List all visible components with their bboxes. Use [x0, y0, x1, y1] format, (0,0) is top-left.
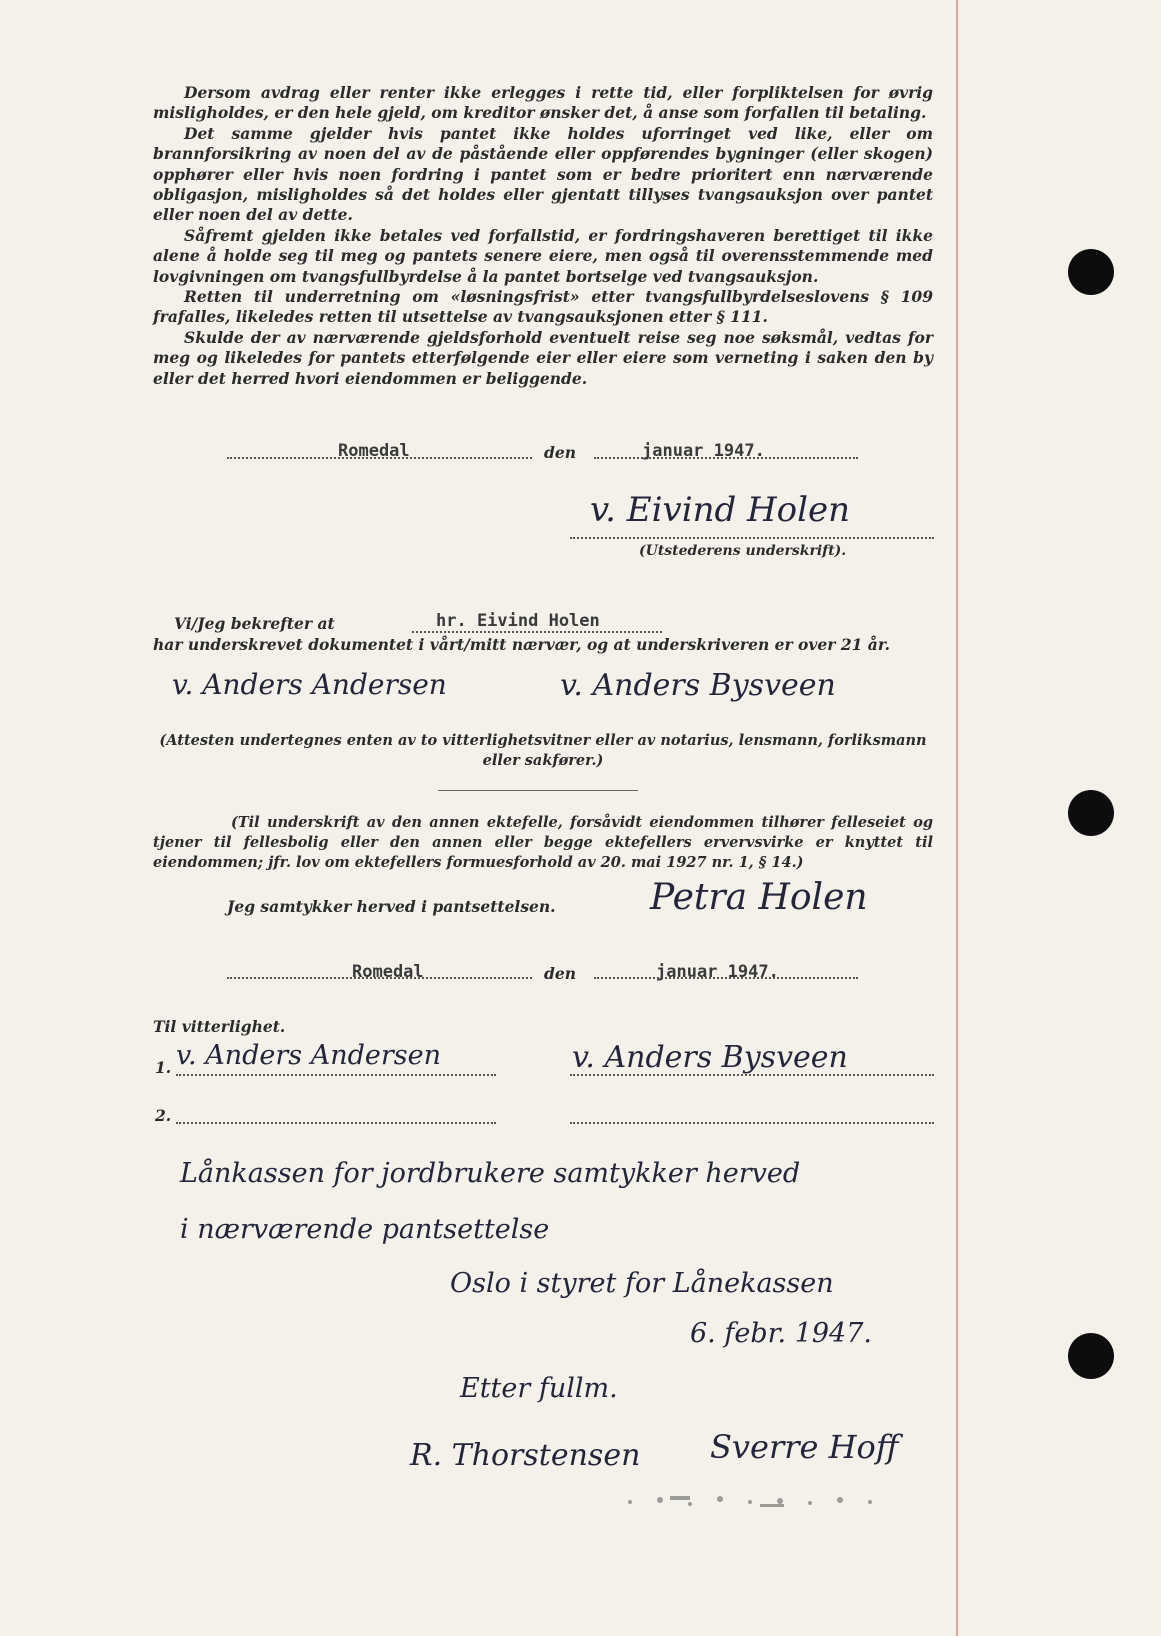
handwritten-signature: R. Thorstensen [410, 1438, 641, 1473]
paragraph: Skulde der av nærværende gjeldsforhold eventuelt reise seg noe søksmål, vedtas for meg og likeledes for pantets etterfølgende eier eller eiere som verneting i saken den by eller det herred hvori eiendommen er beliggende. [153, 327, 933, 388]
confirm-prefix: Vi/Jeg bekrefter at [174, 614, 335, 633]
paragraph: Såfremt gjelden ikke betales ved forfallstid, er fordringshaveren berettiget til ikke alene å holde seg til meg og pantets senere eiere, men også til overensstemmende med lovgivningen om tvangsfullbyrdelse å la pantet bortselge ved tvangsauksjon. [153, 225, 933, 286]
issuer-signature: v. Eivind Holen [590, 490, 851, 530]
punch-hole [1068, 790, 1114, 836]
dotted-line [570, 537, 934, 539]
witness-number: 2. [155, 1106, 172, 1125]
handwritten-line: 6. febr. 1947. [690, 1318, 872, 1349]
handwritten-line: Oslo i styret for Lånekassen [450, 1268, 834, 1299]
place-field: Romedal [338, 441, 410, 461]
terms-text [153, 83, 933, 389]
witness-label: Til vitterlighet. [153, 1017, 286, 1036]
stamp-mark [610, 1482, 910, 1522]
attest-note: (Attesten undertegnes enten av to vitterlighetsvitner eller av notarius, lensmann, forliksmann eller sakfører.) [159, 732, 927, 769]
witness-number: 1. [155, 1058, 172, 1077]
margin-rule [956, 0, 958, 1636]
handwritten-line: Etter fullm. [460, 1373, 618, 1404]
date-field: januar 1947. [642, 441, 765, 461]
confirm-name: hr. Eivind Holen [436, 611, 600, 631]
witness-signature-2: v. Anders Bysveen [572, 1040, 848, 1075]
handwritten-line: i nærværende pantsettelse [180, 1214, 550, 1245]
spouse-note: (Til underskrift av den annen ektefelle, forsåvidt eiendommen tilhører felleseiet og tjener til fellesbolig eller den annen eller begge ektefellers ervervsvirke er knyttet til eiendommen; jfr. lov om ektefellers formuesforhold av 20. mai 1927 nr. 1, § 14.) [153, 814, 933, 871]
den-label: den [544, 443, 576, 462]
date-field: januar 1947. [656, 962, 779, 982]
dotted-line [176, 1122, 496, 1124]
divider [438, 790, 638, 791]
issuer-caption: (Utstederens underskrift). [639, 543, 847, 559]
dotted-line [412, 631, 662, 633]
paragraph: Dersom avdrag eller renter ikke erlegges i rette tid, eller forpliktelsen for øvrig misligholdes, er den hele gjeld, om kreditor ønsker det, å anse som forfallen til betaling. [153, 83, 933, 123]
place-field: Romedal [352, 962, 424, 982]
dotted-line [570, 1122, 934, 1124]
handwritten-line: Lånkassen for jordbrukere samtykker herved [180, 1158, 801, 1189]
confirm-suffix: har underskrevet dokumentet i vårt/mitt nærvær, og at underskriveren er over 21 år. [153, 635, 890, 654]
punch-hole [1068, 249, 1114, 295]
punch-hole [1068, 1333, 1114, 1379]
paragraph: Retten til underretning om «løsningsfrist» etter tvangsfullbyrdelseslovens § 109 frafalles, likeledes retten til utsettelse av tvangsauksjonen etter § 111. [153, 287, 933, 327]
handwritten-signature: Sverre Hoff [710, 1428, 899, 1466]
witness-signature-1: v. Anders Andersen [172, 668, 447, 701]
dotted-line [176, 1074, 496, 1076]
dotted-line [570, 1074, 934, 1076]
witness-signature-2: v. Anders Bysveen [560, 668, 836, 703]
spouse-signature: Petra Holen [650, 877, 868, 918]
witness-signature-1: v. Anders Andersen [176, 1040, 441, 1071]
paragraph: Det samme gjelder hvis pantet ikke holdes uforringet ved like, eller om brannforsikring av noen del av de påstående eller oppførendes bygninger (eller skogen) opphører eller hvis noen fordring i pantet som er bedre prioritert enn nærværende obligasjon, misligholdes så det holdes eller gjentatt tillyses tvangsauksjon over pantet eller noen del av dette. [153, 123, 933, 225]
consent-text: Jeg samtykker herved i pantsettelsen. [227, 897, 556, 916]
den-label: den [544, 964, 576, 983]
